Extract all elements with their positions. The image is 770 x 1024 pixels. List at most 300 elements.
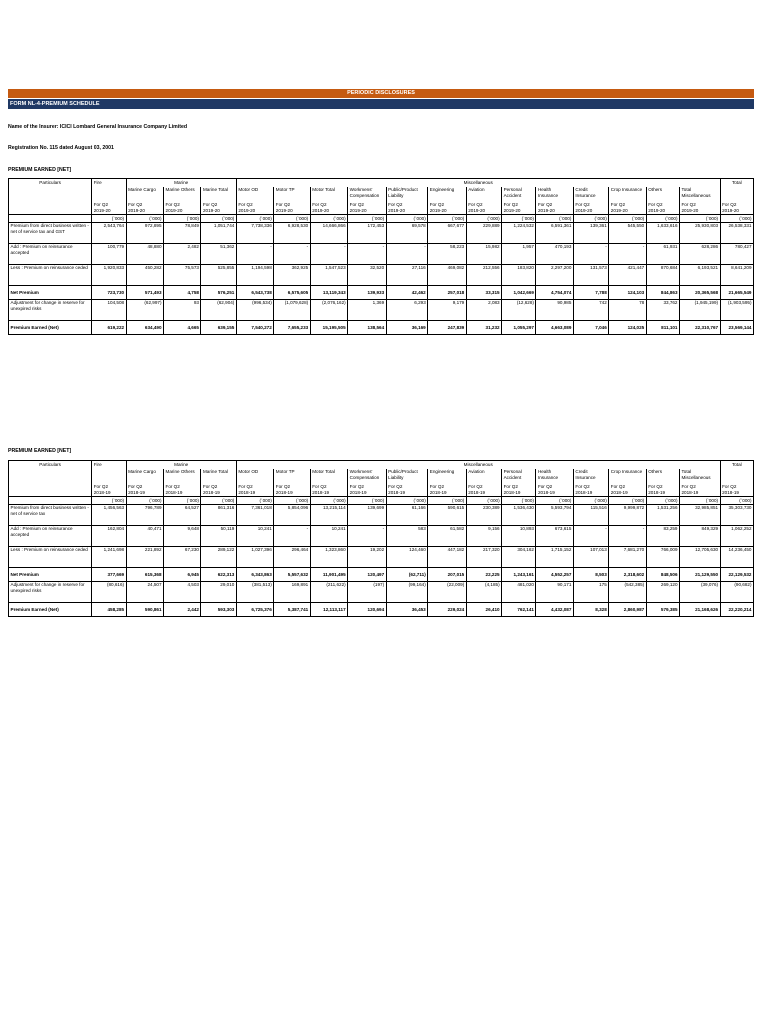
value-cell: 6,543,738 bbox=[236, 286, 273, 300]
value-cell: 870,684 bbox=[646, 265, 679, 286]
value-cell: 583 bbox=[386, 526, 428, 547]
unit-label: (`000) bbox=[573, 497, 608, 505]
period-header: For Q2 bbox=[348, 481, 386, 490]
value-cell: 247,839 bbox=[428, 321, 466, 335]
unit-label: (`000) bbox=[92, 215, 126, 223]
value-cell: 4,552,257 bbox=[536, 568, 573, 582]
period-header: For Q2 bbox=[386, 481, 428, 490]
value-cell: 90,171 bbox=[536, 582, 573, 603]
value-cell: 269,120 bbox=[646, 582, 679, 603]
value-cell: 7,681,270 bbox=[609, 547, 646, 568]
value-cell: 1,243,161 bbox=[502, 568, 536, 582]
value-cell: 450,282 bbox=[126, 265, 163, 286]
value-cell: 1,456,563 bbox=[92, 505, 126, 526]
value-cell: 8,641,209 bbox=[720, 265, 753, 286]
period-header: For Q2 bbox=[348, 199, 386, 208]
year-header: 2019-20 bbox=[236, 208, 273, 215]
value-cell: 20,365,568 bbox=[680, 286, 721, 300]
blank-cell bbox=[9, 481, 92, 490]
column-name-header: Marine Cargo bbox=[126, 187, 163, 199]
unit-label: (`000) bbox=[536, 497, 573, 505]
value-cell: - bbox=[573, 244, 608, 265]
unit-label: (`000) bbox=[386, 497, 428, 505]
value-cell: 571,493 bbox=[126, 286, 163, 300]
value-cell: (62,997) bbox=[126, 300, 163, 321]
unit-label: (`000) bbox=[573, 215, 608, 223]
year-header: 2018-19 bbox=[502, 490, 536, 497]
value-cell: 61,582 bbox=[428, 526, 466, 547]
unit-label: (`000) bbox=[310, 215, 347, 223]
value-cell: 1,055,297 bbox=[502, 321, 536, 335]
unit-label: (`000) bbox=[680, 215, 721, 223]
unit-label: (`000) bbox=[720, 215, 753, 223]
value-cell: 33,315 bbox=[466, 286, 501, 300]
unit-label: (`000) bbox=[466, 497, 501, 505]
value-cell: 26,410 bbox=[466, 603, 501, 617]
year-header: 2018-19 bbox=[164, 490, 201, 497]
blank-cell bbox=[9, 215, 92, 223]
value-cell: 1,369 bbox=[348, 300, 386, 321]
value-cell: 590,615 bbox=[428, 505, 466, 526]
miscellaneous-group-header: Miscellaneous bbox=[236, 461, 720, 470]
premium-table-2018-19 bbox=[8, 460, 754, 617]
table-row bbox=[9, 321, 754, 335]
value-cell: 4,665 bbox=[164, 321, 201, 335]
value-cell: 14,666,866 bbox=[310, 223, 347, 244]
value-cell: 579,385 bbox=[646, 603, 679, 617]
fire-header: Fire bbox=[92, 179, 126, 188]
value-cell: 421,447 bbox=[609, 265, 646, 286]
value-cell: - bbox=[609, 526, 646, 547]
value-cell: 61,931 bbox=[646, 244, 679, 265]
value-cell: 78 bbox=[609, 300, 646, 321]
value-cell: 31,232 bbox=[466, 321, 501, 335]
column-name-header: Motor OD bbox=[236, 187, 273, 199]
column-name-header: Motor Total bbox=[310, 469, 347, 481]
value-cell: 42,462 bbox=[386, 286, 428, 300]
value-cell: 377,669 bbox=[92, 568, 126, 582]
unit-label: (`000) bbox=[164, 215, 201, 223]
section-title-2018: PREMIUM EARNED [NET] bbox=[8, 448, 72, 454]
value-cell: 7,655,233 bbox=[274, 321, 310, 335]
value-cell: 4,758 bbox=[164, 286, 201, 300]
value-cell: 23,569,144 bbox=[720, 321, 753, 335]
period-header: For Q2 bbox=[502, 199, 536, 208]
value-cell: 124,460 bbox=[386, 547, 428, 568]
value-cell: 212,556 bbox=[466, 265, 501, 286]
value-cell: (1,903,595) bbox=[720, 300, 753, 321]
period-header: For Q2 bbox=[720, 199, 753, 208]
value-cell: 8,503 bbox=[573, 568, 608, 582]
table-row bbox=[9, 265, 754, 286]
value-cell: 4,503 bbox=[164, 582, 201, 603]
value-cell: 22,129,532 bbox=[720, 568, 753, 582]
unit-label: (`000) bbox=[386, 215, 428, 223]
period-header: For Q2 bbox=[126, 199, 163, 208]
period-header: For Q2 bbox=[502, 481, 536, 490]
total-group-header: Total bbox=[720, 461, 753, 470]
value-cell: 257,018 bbox=[428, 286, 466, 300]
value-cell: 93 bbox=[164, 300, 201, 321]
year-header: 2018-19 bbox=[386, 490, 428, 497]
value-cell: 75,573 bbox=[164, 265, 201, 286]
column-name-header: Health Insurance bbox=[536, 469, 573, 481]
unit-label: (`000) bbox=[536, 215, 573, 223]
value-cell: - bbox=[274, 526, 310, 547]
unit-label: (`000) bbox=[466, 215, 501, 223]
value-cell: - bbox=[236, 244, 273, 265]
value-cell: 10,893 bbox=[502, 526, 536, 547]
period-header: For Q2 bbox=[609, 199, 646, 208]
blank-cell bbox=[92, 469, 126, 481]
value-cell: 229,024 bbox=[428, 603, 466, 617]
column-name-header: Personal Accident bbox=[502, 469, 536, 481]
value-cell: 139,699 bbox=[348, 505, 386, 526]
value-cell: (542,385) bbox=[609, 582, 646, 603]
year-header: 2018-19 bbox=[126, 490, 163, 497]
section-title-2019: PREMIUM EARNED [NET] bbox=[8, 167, 72, 173]
value-cell: 673,615 bbox=[536, 526, 573, 547]
row-label: Premium from direct business written - net of service tax bbox=[9, 505, 92, 526]
column-name-header: Marine Total bbox=[201, 469, 236, 481]
column-name-header: Crop Insurance bbox=[609, 187, 646, 199]
table-row bbox=[9, 603, 754, 617]
value-cell: 58,223 bbox=[428, 244, 466, 265]
registration-number: Registration No. 115 dated August 03, 2001 bbox=[8, 145, 114, 151]
blank-cell bbox=[92, 187, 126, 199]
year-header: 2018-19 bbox=[201, 490, 236, 497]
value-cell: 9,179 bbox=[428, 300, 466, 321]
value-cell: 9,156 bbox=[466, 526, 501, 547]
value-cell: - bbox=[386, 244, 428, 265]
value-cell: 8,328 bbox=[573, 603, 608, 617]
value-cell: 296,464 bbox=[274, 547, 310, 568]
value-cell: 6,945 bbox=[164, 568, 201, 582]
value-cell: 22,310,767 bbox=[680, 321, 721, 335]
value-cell: (4,185) bbox=[466, 582, 501, 603]
column-name-header: Marine Others bbox=[164, 469, 201, 481]
value-cell: (1,079,628) bbox=[274, 300, 310, 321]
value-cell: 12,113,117 bbox=[310, 603, 347, 617]
value-cell: - bbox=[348, 244, 386, 265]
period-header: For Q2 bbox=[310, 481, 347, 490]
period-header: For Q2 bbox=[164, 199, 201, 208]
table-row bbox=[9, 505, 754, 526]
row-label: Add : Premium on reinsurance accepted bbox=[9, 526, 92, 547]
value-cell: 861,316 bbox=[201, 505, 236, 526]
value-cell: 362,925 bbox=[274, 265, 310, 286]
row-label: Adjustment for change in reserve for unexpired risks bbox=[9, 300, 92, 321]
year-header: 2019-20 bbox=[126, 208, 163, 215]
column-name-header: Marine Cargo bbox=[126, 469, 163, 481]
year-header: 2019-20 bbox=[536, 208, 573, 215]
value-cell: 139,361 bbox=[573, 223, 608, 244]
value-cell: 131,573 bbox=[573, 265, 608, 286]
value-cell: 2,543,764 bbox=[92, 223, 126, 244]
value-cell: 1,062,252 bbox=[720, 526, 753, 547]
value-cell: 7,046 bbox=[573, 321, 608, 335]
column-name-header: Engineering bbox=[428, 469, 466, 481]
value-cell: 1,531,256 bbox=[646, 505, 679, 526]
period-header: For Q2 bbox=[428, 199, 466, 208]
year-header: 2018-19 bbox=[536, 490, 573, 497]
value-cell: (22,009) bbox=[428, 582, 466, 603]
value-cell: 22,225 bbox=[466, 568, 501, 582]
value-cell: 67,230 bbox=[164, 547, 201, 568]
value-cell: (62,711) bbox=[386, 568, 428, 582]
value-cell: 33,762 bbox=[646, 300, 679, 321]
value-cell: 2,860,987 bbox=[609, 603, 646, 617]
particulars-header: Particulars bbox=[9, 179, 92, 188]
year-header: 2019-20 bbox=[502, 208, 536, 215]
unit-label: (`000) bbox=[126, 215, 163, 223]
row-label: Premium from direct business written - net of service tax and GST bbox=[9, 223, 92, 244]
year-header: 2019-20 bbox=[680, 208, 721, 215]
period-header: For Q2 bbox=[536, 199, 573, 208]
period-header: For Q2 bbox=[164, 481, 201, 490]
value-cell: 4,663,089 bbox=[536, 321, 573, 335]
value-cell: - bbox=[609, 244, 646, 265]
year-header: 2018-19 bbox=[573, 490, 608, 497]
unit-label: (`000) bbox=[502, 497, 536, 505]
value-cell: 304,162 bbox=[502, 547, 536, 568]
value-cell: 100,779 bbox=[92, 244, 126, 265]
value-cell: 104,508 bbox=[92, 300, 126, 321]
unit-label: (`000) bbox=[680, 497, 721, 505]
year-header: 2018-19 bbox=[428, 490, 466, 497]
column-name-header: Motor Total bbox=[310, 187, 347, 199]
unit-label: (`000) bbox=[646, 497, 679, 505]
column-name-header: Public/Product Liability bbox=[386, 187, 428, 199]
value-cell: - bbox=[310, 244, 347, 265]
value-cell: 849,329 bbox=[680, 526, 721, 547]
period-header: For Q2 bbox=[92, 199, 126, 208]
row-label: Net Premium bbox=[9, 568, 92, 582]
table-row bbox=[9, 300, 754, 321]
period-header: For Q2 bbox=[680, 199, 721, 208]
value-cell: 83,259 bbox=[646, 526, 679, 547]
year-header: 2018-19 bbox=[310, 490, 347, 497]
value-cell: 1,633,616 bbox=[646, 223, 679, 244]
value-cell: 1,547,523 bbox=[310, 265, 347, 286]
marine-group-header: Marine bbox=[126, 461, 236, 470]
row-label: Premium Earned (Net) bbox=[9, 603, 92, 617]
value-cell: 1,194,598 bbox=[236, 265, 273, 286]
year-header: 2018-19 bbox=[720, 490, 753, 497]
value-cell: 9,999,872 bbox=[609, 505, 646, 526]
fire-header: Fire bbox=[92, 461, 126, 470]
unit-label: (`000) bbox=[646, 215, 679, 223]
column-name-header: Others bbox=[646, 469, 679, 481]
value-cell: (211,622) bbox=[310, 582, 347, 603]
value-cell: 169,891 bbox=[274, 582, 310, 603]
column-name-header: Workmens' Compensation bbox=[348, 469, 386, 481]
value-cell: 1,027,396 bbox=[236, 547, 273, 568]
value-cell: (62,904) bbox=[201, 300, 236, 321]
blank-cell bbox=[9, 199, 92, 208]
value-cell: 2,482 bbox=[164, 244, 201, 265]
unit-label: (`000) bbox=[428, 215, 466, 223]
value-cell: 48,880 bbox=[126, 244, 163, 265]
table-row bbox=[9, 568, 754, 582]
value-cell: 1,241,698 bbox=[92, 547, 126, 568]
value-cell: 10,241 bbox=[310, 526, 347, 547]
unit-label: (`000) bbox=[236, 215, 273, 223]
period-header: For Q2 bbox=[609, 481, 646, 490]
value-cell: 229,889 bbox=[466, 223, 501, 244]
column-name-header: Marine Total bbox=[201, 187, 236, 199]
column-name-header: Others bbox=[646, 187, 679, 199]
value-cell: - bbox=[573, 526, 608, 547]
value-cell: (80,616) bbox=[92, 582, 126, 603]
value-cell: 50,119 bbox=[201, 526, 236, 547]
value-cell: 470,193 bbox=[536, 244, 573, 265]
value-cell: 61,166 bbox=[386, 505, 428, 526]
form-title-banner: FORM NL-4-PREMIUM SCHEDULE bbox=[8, 99, 754, 109]
value-cell: 10,241 bbox=[236, 526, 273, 547]
period-header: For Q2 bbox=[536, 481, 573, 490]
unit-label: (`000) bbox=[236, 497, 273, 505]
unit-label: (`000) bbox=[428, 497, 466, 505]
value-cell: 6,343,863 bbox=[236, 568, 273, 582]
value-cell: 1,536,430 bbox=[502, 505, 536, 526]
value-cell: 124,025 bbox=[609, 321, 646, 335]
row-label: Premium Earned (Net) bbox=[9, 321, 92, 335]
value-cell: (996,534) bbox=[236, 300, 273, 321]
column-name-header: Total Miscellaneous bbox=[680, 469, 721, 481]
value-cell: 19,202 bbox=[348, 547, 386, 568]
unit-label: (`000) bbox=[201, 215, 236, 223]
value-cell: 27,116 bbox=[386, 265, 428, 286]
value-cell: 175 bbox=[573, 582, 608, 603]
period-header: For Q2 bbox=[466, 481, 501, 490]
year-header: 2019-20 bbox=[466, 208, 501, 215]
unit-label: (`000) bbox=[348, 215, 386, 223]
value-cell: 78,849 bbox=[164, 223, 201, 244]
value-cell: 183,820 bbox=[502, 265, 536, 286]
value-cell: 7,361,018 bbox=[236, 505, 273, 526]
value-cell: 469,082 bbox=[428, 265, 466, 286]
value-cell: (2,076,162) bbox=[310, 300, 347, 321]
value-cell: (39,076) bbox=[680, 582, 721, 603]
value-cell: 7,738,336 bbox=[236, 223, 273, 244]
period-header: For Q2 bbox=[573, 481, 608, 490]
row-label: Adjustment for change in reserve for unexpired risks bbox=[9, 582, 92, 603]
column-name-header: Motor TP bbox=[274, 187, 310, 199]
value-cell: 172,453 bbox=[348, 223, 386, 244]
value-cell: (381,513) bbox=[236, 582, 273, 603]
column-name-header: Crop Insurance bbox=[609, 469, 646, 481]
unit-label: (`000) bbox=[274, 497, 310, 505]
value-cell: 5,854,096 bbox=[274, 505, 310, 526]
value-cell: 13,215,114 bbox=[310, 505, 347, 526]
column-name-header: Motor TP bbox=[274, 469, 310, 481]
value-cell: 811,101 bbox=[646, 321, 679, 335]
year-header: 2018-19 bbox=[274, 490, 310, 497]
value-cell: (99,164) bbox=[386, 582, 428, 603]
row-label: Net Premium bbox=[9, 286, 92, 300]
row-label: Less : Premium on reinsurance ceded bbox=[9, 265, 92, 286]
value-cell: 289,122 bbox=[201, 547, 236, 568]
value-cell: 2,297,200 bbox=[536, 265, 573, 286]
total-group-header: Total bbox=[720, 179, 753, 188]
value-cell: (1,945,199) bbox=[680, 300, 721, 321]
unit-label: (`000) bbox=[609, 215, 646, 223]
value-cell: 29,010 bbox=[201, 582, 236, 603]
value-cell: 593,303 bbox=[201, 603, 236, 617]
column-name-header: Public/Product Liability bbox=[386, 469, 428, 481]
table-row bbox=[9, 223, 754, 244]
value-cell: 6,293 bbox=[386, 300, 428, 321]
value-cell: 458,285 bbox=[92, 603, 126, 617]
value-cell: 40,471 bbox=[126, 526, 163, 547]
value-cell: (12,628) bbox=[502, 300, 536, 321]
value-cell: 6,591,361 bbox=[536, 223, 573, 244]
value-cell: 90,985 bbox=[536, 300, 573, 321]
value-cell: 64,527 bbox=[164, 505, 201, 526]
value-cell: 21,665,549 bbox=[720, 286, 753, 300]
year-header: 2019-20 bbox=[428, 208, 466, 215]
value-cell: 14,236,450 bbox=[720, 547, 753, 568]
value-cell: 972,895 bbox=[126, 223, 163, 244]
period-header: For Q2 bbox=[646, 199, 679, 208]
value-cell: - bbox=[348, 526, 386, 547]
column-name-header: Total Miscellaneous bbox=[680, 187, 721, 199]
value-cell: 576,251 bbox=[201, 286, 236, 300]
value-cell: - bbox=[274, 244, 310, 265]
period-header: For Q2 bbox=[92, 481, 126, 490]
value-cell: 15,982 bbox=[466, 244, 501, 265]
year-header: 2019-20 bbox=[274, 208, 310, 215]
blank-cell bbox=[9, 469, 92, 481]
value-cell: 217,320 bbox=[466, 547, 501, 568]
value-cell: 6,928,530 bbox=[274, 223, 310, 244]
value-cell: 639,155 bbox=[201, 321, 236, 335]
period-header: For Q2 bbox=[236, 199, 273, 208]
value-cell: 69,578 bbox=[386, 223, 428, 244]
value-cell: 766,009 bbox=[646, 547, 679, 568]
value-cell: 120,497 bbox=[348, 568, 386, 582]
column-name-header: Aviation bbox=[466, 187, 501, 199]
value-cell: 2,442 bbox=[164, 603, 201, 617]
value-cell: 723,730 bbox=[92, 286, 126, 300]
table-row bbox=[9, 244, 754, 265]
period-header: For Q2 bbox=[310, 199, 347, 208]
value-cell: 1,323,860 bbox=[310, 547, 347, 568]
table-row bbox=[9, 286, 754, 300]
value-cell: 22,220,214 bbox=[720, 603, 753, 617]
particulars-header: Particulars bbox=[9, 461, 92, 470]
column-name-header: Health Insurance bbox=[536, 187, 573, 199]
value-cell: 51,362 bbox=[201, 244, 236, 265]
value-cell: 796,789 bbox=[126, 505, 163, 526]
year-header: 2019-20 bbox=[310, 208, 347, 215]
year-header: 2019-20 bbox=[646, 208, 679, 215]
value-cell: 138,564 bbox=[348, 321, 386, 335]
unit-label: (`000) bbox=[720, 497, 753, 505]
year-header: 2019-20 bbox=[348, 208, 386, 215]
column-name-header: Personal Accident bbox=[502, 187, 536, 199]
year-header: 2018-19 bbox=[680, 490, 721, 497]
value-cell: 2,318,602 bbox=[609, 568, 646, 582]
value-cell: 667,677 bbox=[428, 223, 466, 244]
value-cell: 1,051,744 bbox=[201, 223, 236, 244]
value-cell: 1,224,532 bbox=[502, 223, 536, 244]
value-cell: 545,550 bbox=[609, 223, 646, 244]
value-cell: 7,540,272 bbox=[236, 321, 273, 335]
value-cell: (197) bbox=[348, 582, 386, 603]
value-cell: 124,103 bbox=[609, 286, 646, 300]
